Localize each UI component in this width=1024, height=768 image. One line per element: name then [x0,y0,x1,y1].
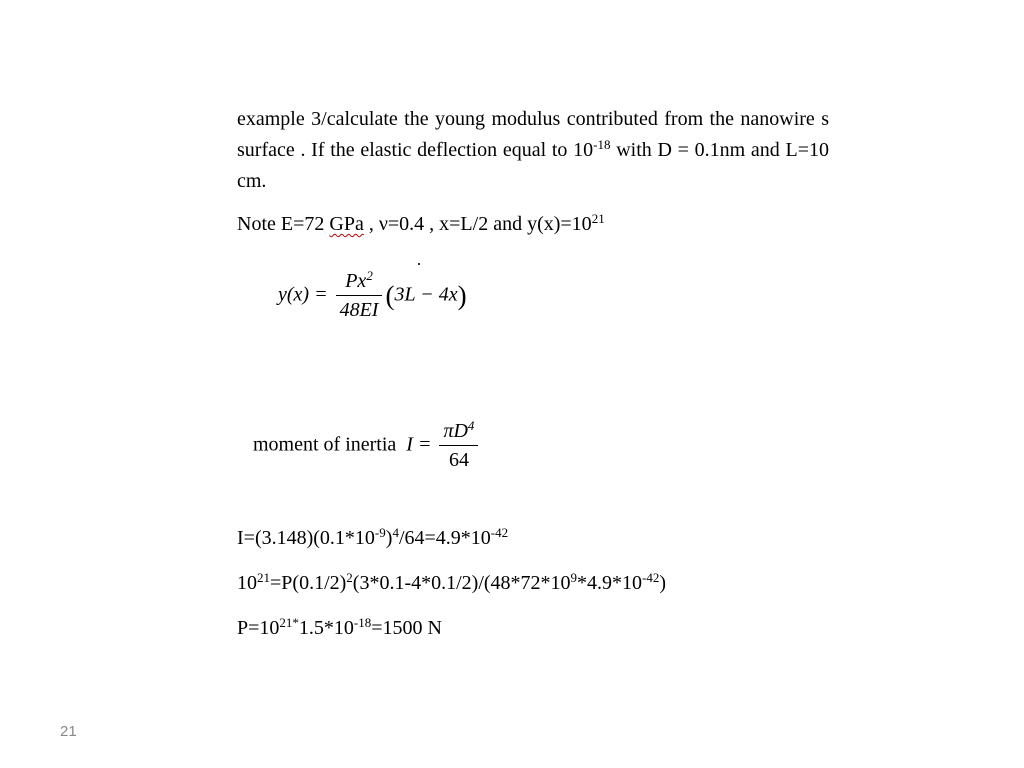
inertia-fraction [439,420,478,472]
deflection-lhs: y(x) = [278,283,328,306]
deflection-factor: 3L − 4x [394,283,458,306]
deflection-num-exponent: 2 [366,268,373,283]
deflection-formula [278,270,467,322]
stray-dot [418,263,420,265]
inertia-label: moment of inertia [253,433,397,456]
left-paren: ( [385,280,395,311]
problem-statement [237,104,829,197]
inertia-denominator: 64 [448,449,469,471]
calc-line-3: $P=10^{21*}1.5*10^{-18}=1500$ N [237,615,442,639]
inertia-lhs: I = [406,433,432,456]
inertia-num-exponent: 4 [467,418,475,433]
note-prefix: Note E=72 [237,213,330,235]
inertia-numerator: $\pi D^4$ [439,420,478,446]
problem-exponent: -18 [593,137,611,152]
note-gpa: GPa [329,213,364,235]
inertia-formula [253,420,481,472]
problem-text-2: with D = 0.1nm and L=10 cm. [237,139,829,192]
note-middle: , ν=0.4 , x=L/2 and y(x)=10 [363,213,592,235]
page-number: 21 [60,723,77,740]
calc-line-2: $10^{21}=P(0.1/2)^2(3*0.1-4*0.1/2)/(48*72*10^9*4.9*10^{-42})$ [237,570,667,594]
note-exponent: 21 [591,211,605,226]
deflection-denominator: 48EI [339,299,379,321]
calc-line-1: $I=(3.148)(0.1*10^{-9})^4/64=4.9*10^{-42}$ [237,525,509,549]
problem-text-1: example 3/calculate the young modulus contributed from the nanowire s surface . If the elastic deflection equal to 10 [237,108,829,161]
note-line [237,213,605,236]
deflection-fraction [336,270,383,322]
deflection-numerator: Px$^2$ [336,270,383,296]
right-paren: ) [457,280,467,311]
